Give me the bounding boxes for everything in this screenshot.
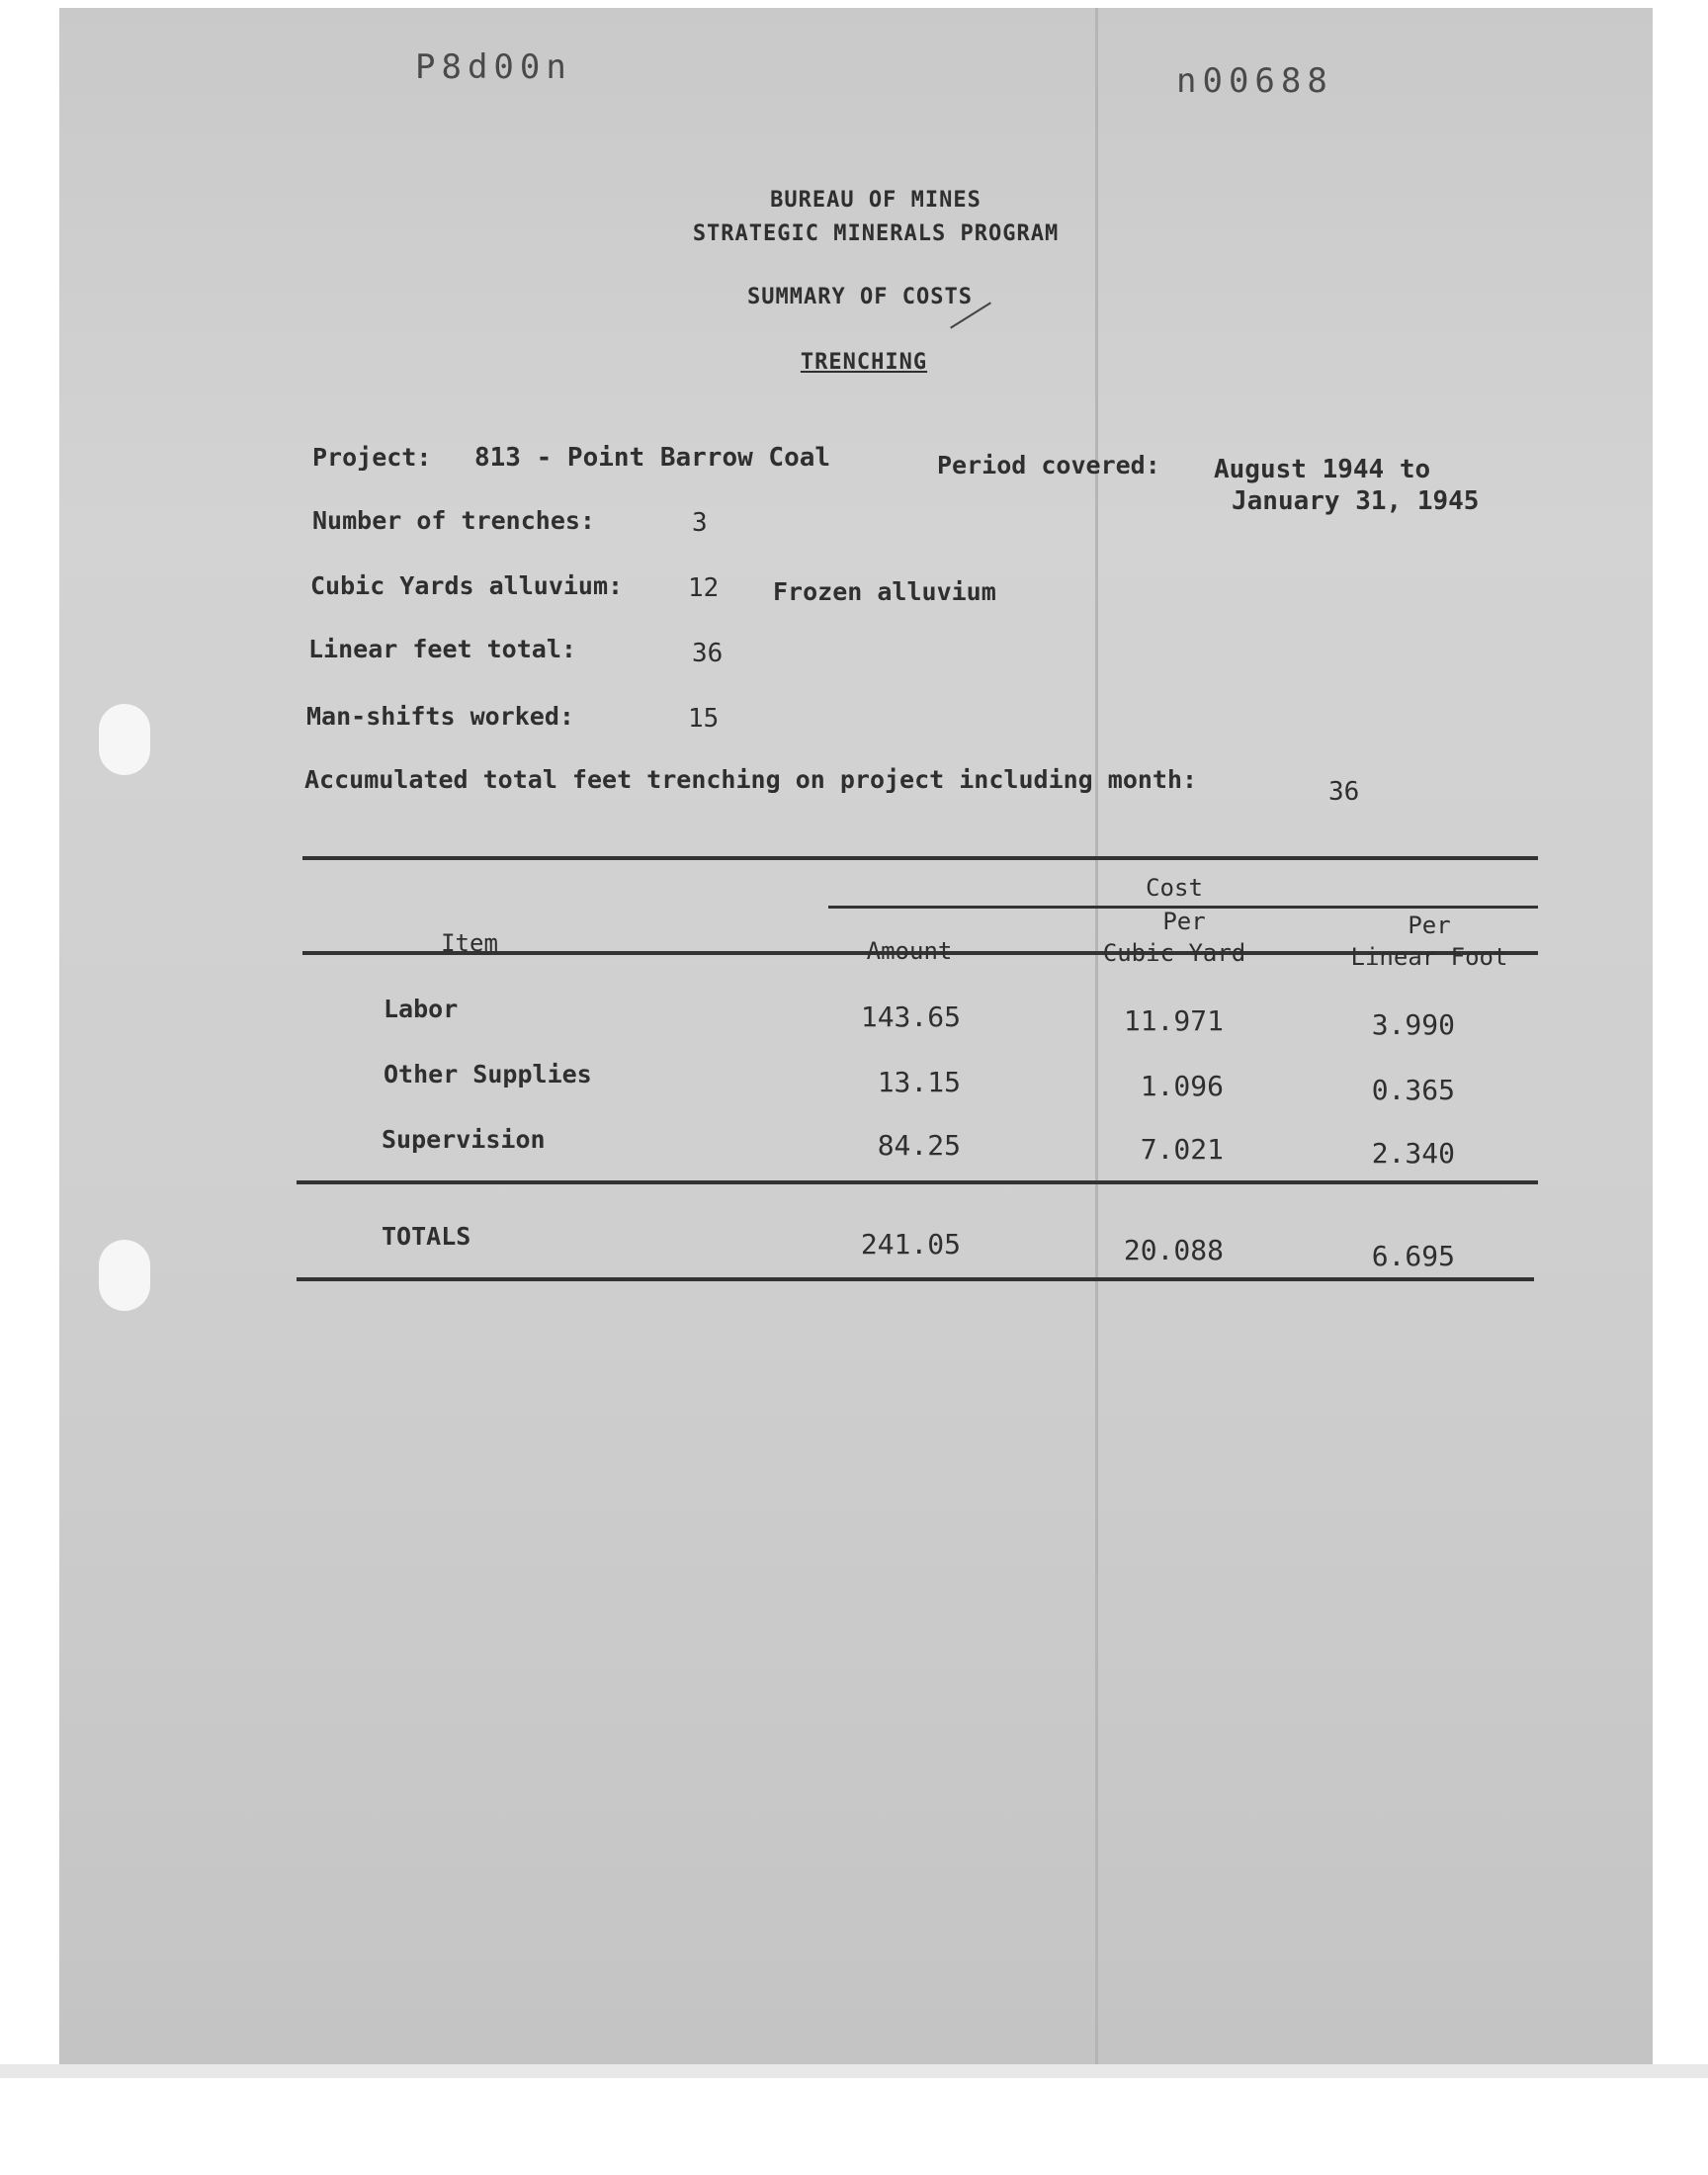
header-program: STRATEGIC MINERALS PROGRAM (692, 221, 1060, 246)
row-linear: 2.340 (1371, 1137, 1455, 1170)
cubic-yards-value: 12 (688, 573, 720, 603)
cubic-yards-label: Cubic Yards alluvium: (310, 571, 624, 600)
period-line2: January 31, 1945 (1232, 486, 1480, 516)
row-amount: 13.15 (877, 1066, 961, 1098)
row-item: Labor (384, 995, 459, 1023)
table-bottom-rule (297, 1277, 1534, 1281)
stamp-number-left: P8d00n (415, 47, 572, 87)
linear-feet-value: 36 (692, 639, 724, 668)
period-label: Period covered: (937, 451, 1160, 479)
table-top-rule (302, 856, 1538, 860)
totals-cubic: 20.088 (1123, 1234, 1224, 1266)
linear-foot-column-header: Linear Foot (1350, 943, 1508, 971)
linear-feet-label: Linear feet total: (308, 635, 576, 663)
totals-linear: 6.695 (1371, 1240, 1455, 1272)
cost-header: Cost (1146, 874, 1203, 902)
project-value: 813 - Point Barrow Coal (474, 443, 831, 473)
period-line1: August 1944 to (1214, 455, 1431, 484)
totals-amount: 241.05 (860, 1228, 961, 1261)
trenches-value: 3 (692, 508, 708, 538)
trenches-label: Number of trenches: (312, 506, 595, 535)
header-agency: BUREAU OF MINES (770, 188, 982, 213)
row-item: Supervision (382, 1125, 546, 1154)
body-bottom-rule (297, 1180, 1538, 1184)
scan-edge (0, 2064, 1708, 2078)
accumulated-label: Accumulated total feet trenching on project including month: (304, 765, 1198, 794)
row-item: Other Supplies (384, 1060, 592, 1088)
stamp-number-right: n00688 (1176, 61, 1333, 101)
item-column-header: Item (441, 929, 498, 957)
row-cubic: 11.971 (1123, 1004, 1224, 1037)
row-cubic: 1.096 (1140, 1070, 1224, 1102)
row-linear: 3.990 (1371, 1008, 1455, 1041)
punch-hole-bottom (99, 1240, 150, 1311)
cubic-yard-column-header: Cubic Yard (1102, 939, 1246, 967)
row-linear: 0.365 (1371, 1074, 1455, 1106)
row-amount: 84.25 (877, 1129, 961, 1162)
header-trenching: TRENCHING (800, 350, 928, 375)
totals-label: TOTALS (382, 1222, 471, 1251)
row-amount: 143.65 (860, 1000, 961, 1033)
linear-per-label: Per (1408, 912, 1451, 939)
project-label: Project: (312, 443, 432, 472)
header-summary: SUMMARY OF COSTS (747, 285, 973, 309)
man-shifts-label: Man-shifts worked: (306, 702, 574, 731)
row-cubic: 7.021 (1140, 1133, 1224, 1166)
punch-hole-top (99, 704, 150, 775)
cubic-per-label: Per (1162, 908, 1206, 935)
cubic-yards-note: Frozen alluvium (773, 577, 996, 606)
amount-column-header: Amount (866, 937, 953, 965)
man-shifts-value: 15 (688, 704, 720, 734)
accumulated-value: 36 (1328, 777, 1360, 807)
